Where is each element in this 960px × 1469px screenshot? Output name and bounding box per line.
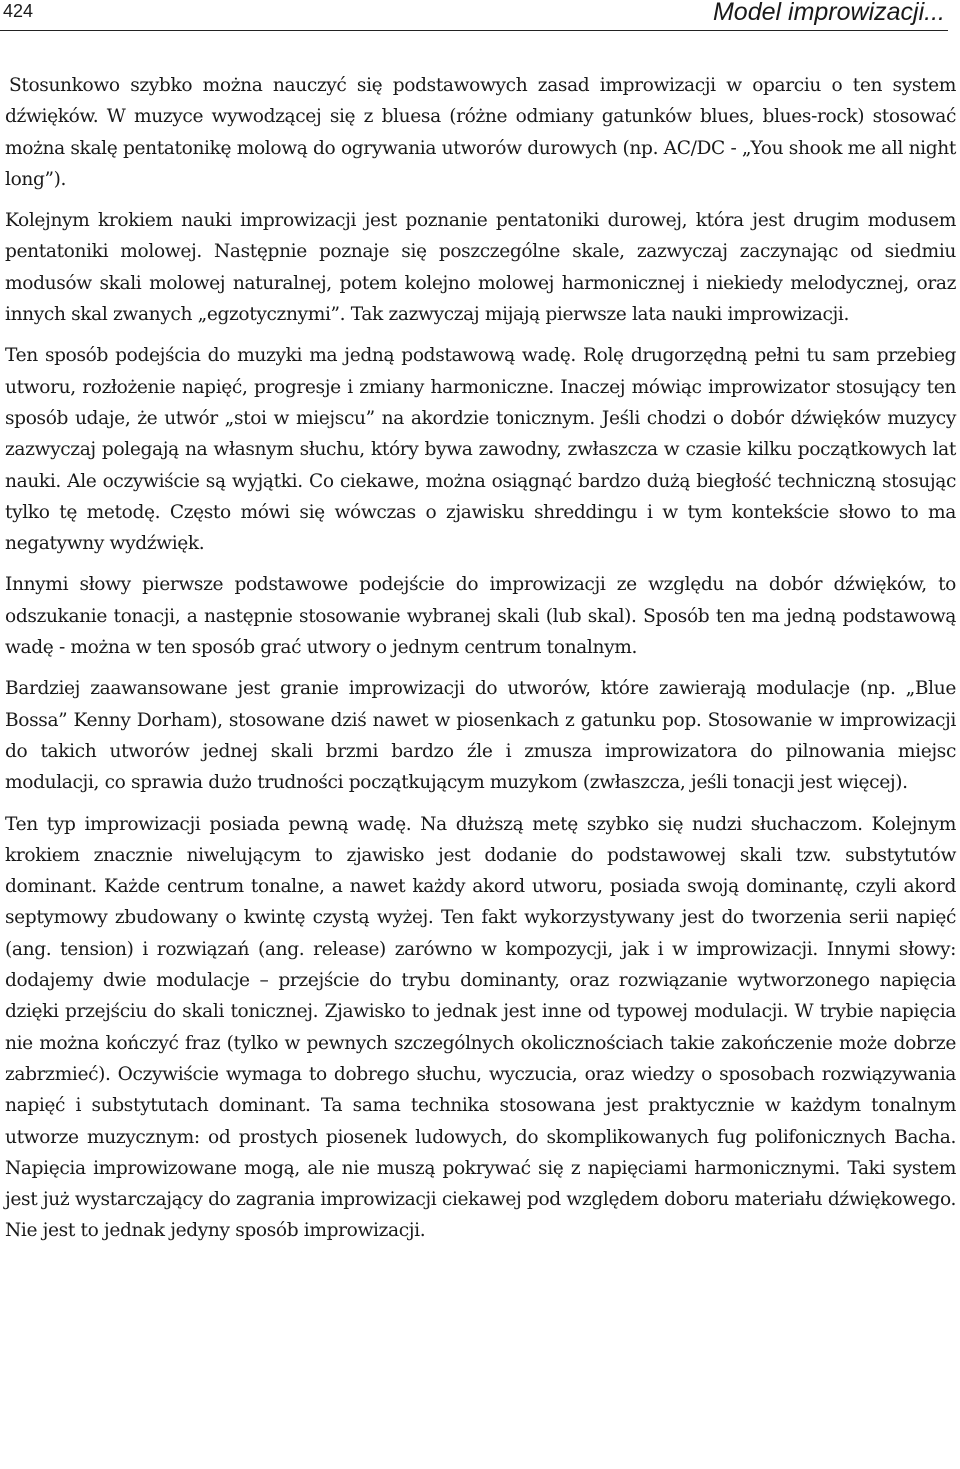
header-title: Model improwizacji... <box>712 0 945 26</box>
paragraph-6: Ten typ improwizacji posiada pewną wadę. Na dłuższą metę szybko się nudzi słuchaczom. Kolejnym krokiem znacznie niwelującym to zjawisko jest dodanie do podstawowej skali tzw. substytutów dominant. Każde centrum tonalne, a nawet każdy akord utworu, posiada swoją dominantę, czyli akord septymowy zbudowany o kwintę czystą wyżej. Ten fakt wykorzystywany jest do tworzenia serii napięć (ang. tension) i rozwiązań (ang. release) zarówno w kompozycji, jak i w improwizacji. Innymi słowy: dodajemy dwie modulacje – przejście do trybu dominanty, oraz rozwiązanie wytworzonego napięcia dzięki przejściu do skali tonicznej. Zjawisko to jednak jest inne od typowej modulacji. W trybie napięcia nie można kończyć fraz (tylko w pewnych szczególnych okolicznościach takie zakończenie może dobrze zabrzmieć). Oczywiście wymaga to dobrego słuchu, wyczucia, oraz wiedzy o sposobach rozwiązywania napięć i substytutach dominant. Ta sama technika stosowana jest praktycznie w każdym tonalnym utworze muzycznym: od prostych piosenek ludowych, do skomplikowanych fug polifonicznych Bacha. Napięcia improwizowane mogą, ale nie muszą pokrywać się z napięciami harmonicznymi. Taki system jest już wystarczający do zagrania improwizacji ciekawej pod względem doboru materiału dźwiękowego. Nie jest to jednak jedyny sposób improwizacji. <box>5 813 956 1242</box>
paragraph-4: Innymi słowy pierwsze podstawowe podejście do improwizacji ze względu na dobór dźwięków, to odszukanie tonacji, a następnie stosowanie wybranej skali (lub skal). Sposób ten ma jedną podstawową wadę - można w ten sposób grać utwory o jednym centrum tonalnym. <box>5 574 956 659</box>
paragraph-5: Bardziej zaawansowane jest granie improwizacji do utworów, które zawierają modulacje (np. „Blue Bossa” Kenny Dorham), stosowane dziś nawet w piosenkach z gatunku pop. Stosowanie w improwizacji do takich utworów jednej skali brzmi bardzo źle i zmusza improwizatora do pilnowania miejsc modulacji, co sprawia dużo trudności początkującym muzykom (zwłaszcza, jeśli tonacji jest więcej). <box>5 678 956 794</box>
page-number: 424 <box>3 1 34 21</box>
running-header <box>0 0 948 31</box>
paragraph-1: Stosunkowo szybko można nauczyć się podstawowych zasad improwizacji w oparciu o ten system dźwięków. W muzyce wywodzącej się z bluesa (różne odmiany gatunków blues, blues-rock) stosować można skalę pentatonikę molową do ogrywania utworów durowych (np. AC/DC - „You shook me all night long”). <box>5 75 956 190</box>
paragraph-3: Ten sposób podejścia do muzyki ma jedną podstawową wadę. Rolę drugorzędną pełni tu sam przebieg utworu, rozłożenie napięć, progresje i zmiany harmoniczne. Inaczej mówiąc improwizator stosujący ten sposób udaje, że utwór „stoi w miejscu” na akordzie tonicznym. Jeśli chodzi o dobór dźwięków muzycy zazwyczaj polegają na własnym słuchu, który bywa zawodny, zwłaszcza w czasie kilku początkowych lat nauki. Ale oczywiście są wyjątki. Co ciekawe, można osiągnąć bardzo dużą biegłość techniczną stosując tylko tę metodę. Często mówi się wówczas o zjawisku shreddingu i w tym kontekście słowo to ma negatywny wydźwięk. <box>5 345 956 555</box>
paragraph-2: Kolejnym krokiem nauki improwizacji jest poznanie pentatoniki durowej, która jest drugim modusem pentatoniki molowej. Następnie poznaje się poszczególne skale, zazwyczaj zaczynając od siedmiu modusów skali molowej naturalnej, potem kolejno molowej harmonicznej i niekiedy melodycznej, oraz innych skal zwanych „egzotycznymi”. Tak zazwyczaj mijają pierwsze lata nauki improwizacji. <box>5 210 956 326</box>
body-text <box>5 70 956 1257</box>
